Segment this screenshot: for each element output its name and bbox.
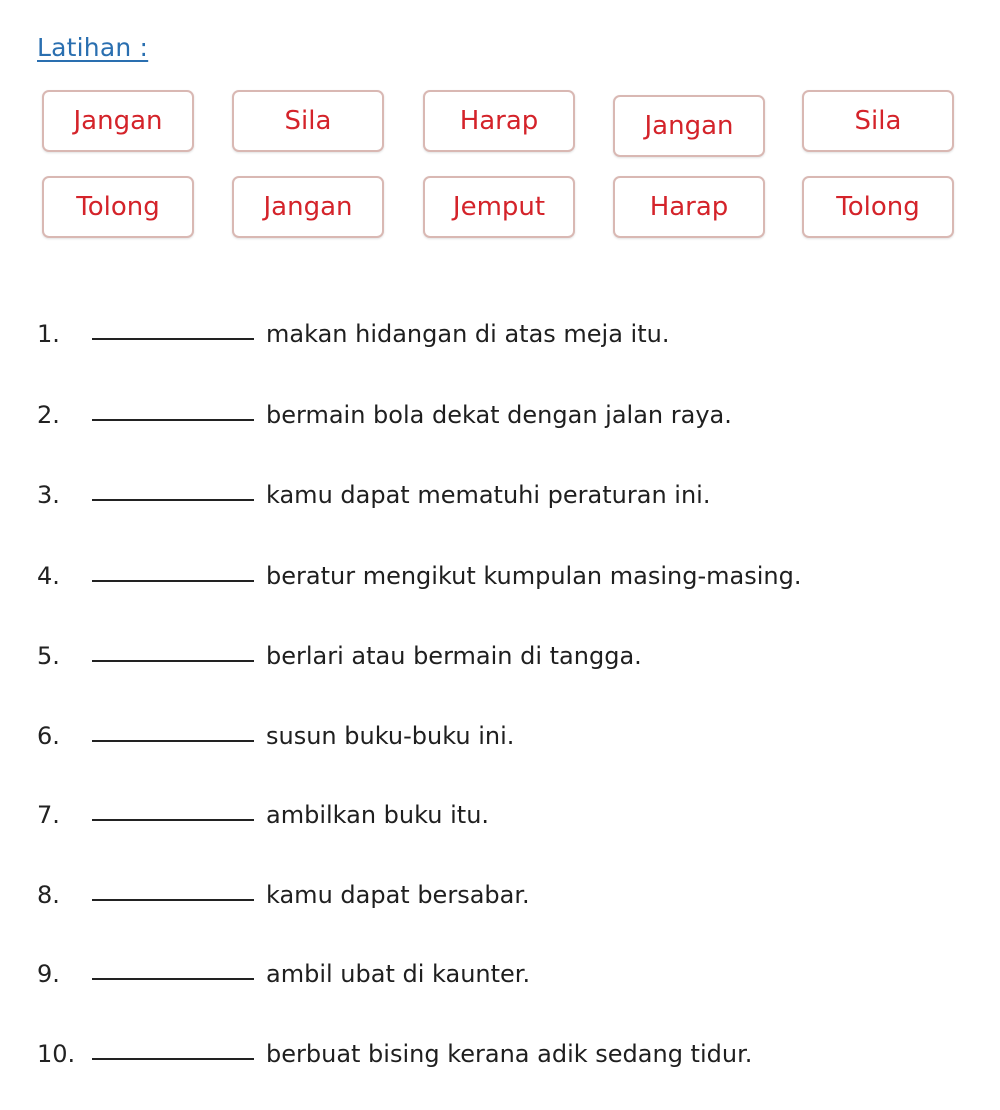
sentence-row — [37, 948, 530, 988]
sentence-row — [37, 308, 669, 348]
word-card[interactable]: Sila — [802, 90, 954, 152]
answer-blank[interactable] — [92, 338, 254, 340]
word-card[interactable]: Jangan — [42, 90, 194, 152]
answer-blank[interactable] — [92, 819, 254, 821]
sentence-row — [37, 389, 732, 429]
sentence-row — [37, 869, 530, 909]
sentence-text: makan hidangan di atas meja itu. — [266, 320, 670, 348]
sentence-number: 4. — [37, 562, 60, 590]
sentence-row — [37, 550, 801, 590]
word-card[interactable]: Jangan — [232, 176, 384, 238]
answer-blank[interactable] — [92, 660, 254, 662]
word-card[interactable]: Harap — [613, 176, 765, 238]
answer-blank[interactable] — [92, 899, 254, 901]
sentence-text: berlari atau bermain di tangga. — [266, 642, 642, 670]
word-card[interactable]: Jemput — [423, 176, 575, 238]
exercise-title: Latihan : — [37, 33, 149, 62]
sentence-text: ambil ubat di kaunter. — [266, 960, 531, 988]
sentence-number: 7. — [37, 801, 60, 829]
word-card[interactable]: Tolong — [42, 176, 194, 238]
sentence-row — [37, 789, 489, 829]
sentence-row — [37, 710, 514, 750]
sentence-text: beratur mengikut kumpulan masing-masing. — [266, 562, 802, 590]
sentence-text: kamu dapat bersabar. — [266, 881, 530, 909]
answer-blank[interactable] — [92, 499, 254, 501]
sentence-row — [37, 630, 642, 670]
answer-blank[interactable] — [92, 740, 254, 742]
sentence-row — [37, 1028, 752, 1068]
sentence-number: 9. — [37, 960, 60, 988]
sentence-text: susun buku-buku ini. — [266, 722, 515, 750]
sentence-number: 1. — [37, 320, 60, 348]
sentence-text: berbuat bising kerana adik sedang tidur. — [266, 1040, 753, 1068]
sentence-text: kamu dapat mematuhi peraturan ini. — [266, 481, 711, 509]
answer-blank[interactable] — [92, 1058, 254, 1060]
answer-blank[interactable] — [92, 419, 254, 421]
word-card[interactable]: Harap — [423, 90, 575, 152]
sentence-number: 2. — [37, 401, 60, 429]
answer-blank[interactable] — [92, 580, 254, 582]
sentence-text: bermain bola dekat dengan jalan raya. — [266, 401, 732, 429]
word-card[interactable]: Sila — [232, 90, 384, 152]
word-card[interactable]: Tolong — [802, 176, 954, 238]
sentence-number: 5. — [37, 642, 60, 670]
sentence-row — [37, 469, 710, 509]
sentence-number: 10. — [37, 1040, 76, 1068]
sentence-number: 8. — [37, 881, 60, 909]
answer-blank[interactable] — [92, 978, 254, 980]
word-card[interactable]: Jangan — [613, 95, 765, 157]
sentence-number: 6. — [37, 722, 60, 750]
sentence-text: ambilkan buku itu. — [266, 801, 490, 829]
sentence-number: 3. — [37, 481, 60, 509]
